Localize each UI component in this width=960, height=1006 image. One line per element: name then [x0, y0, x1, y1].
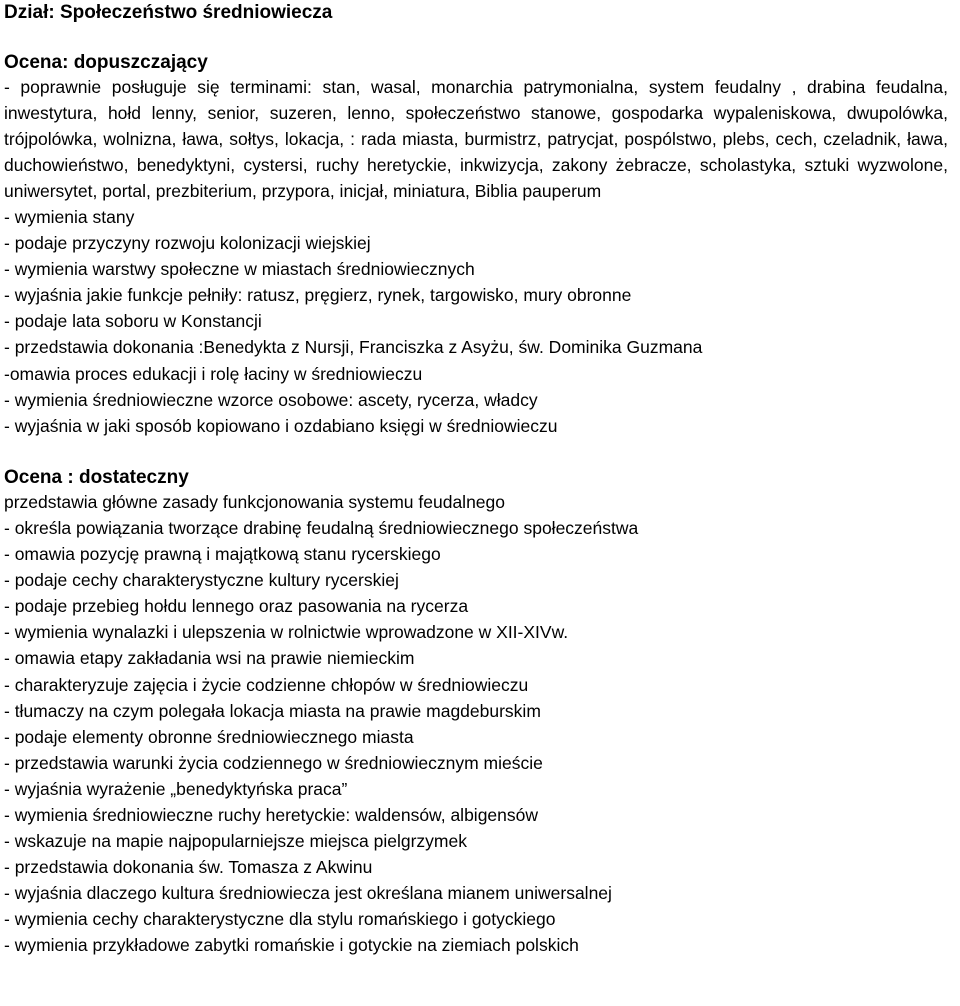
list-item: - wymienia cechy charakterystyczne dla stylu romańskiego i gotyckiego [4, 909, 556, 930]
intro-line: przedstawia główne zasady funkcjonowania systemu feudalnego [4, 491, 505, 512]
list-item: - wymienia przykładowe zabytki romańskie i gotyckie na ziemiach polskich [4, 935, 579, 956]
list-item: - wyjaśnia dlaczego kultura średniowiecza jest określana mianem uniwersalnej [4, 883, 612, 904]
requirements-list-dostateczny [4, 515, 948, 959]
list-item: - przedstawia dokonania św. Tomasza z Akwinu [4, 857, 373, 878]
list-item: - podaje cechy charakterystyczne kultury rycerskiej [4, 570, 399, 591]
list-item: - wyjaśnia w jaki sposób kopiowano i ozdabiano księgi w średniowieczu [4, 415, 558, 436]
grade-heading-dopuszczajacy: Ocena: dopuszczający [4, 52, 208, 73]
list-item: - wskazuje na mapie najpopularniejsze miejsca pielgrzymek [4, 831, 467, 852]
list-item: - wymienia wynalazki i ulepszenia w rolnictwie wprowadzone w XII-XIVw. [4, 622, 569, 643]
list-item: - charakteryzuje zajęcia i życie codzienne chłopów w średniowieczu [4, 674, 529, 695]
list-item: - podaje przebieg hołdu lennego oraz pasowania na rycerza [4, 596, 469, 617]
list-item: -omawia proces edukacji i rolę łaciny w średniowieczu [4, 363, 423, 384]
requirements-list-dopuszczajacy [4, 204, 948, 439]
list-item: - określa powiązania tworzące drabinę feudalną średniowiecznego społeczeństwa [4, 517, 639, 538]
list-item: - wyjaśnia jakie funkcje pełniły: ratusz, pręgierz, rynek, targowisko, mury obronne [4, 285, 632, 306]
section-title: Dział: Społeczeństwo średniowiecza [4, 2, 333, 23]
list-item: - podaje przyczyny rozwoju kolonizacji wiejskiej [4, 233, 371, 254]
list-item: - tłumaczy na czym polegała lokacja miasta na prawie magdeburskim [4, 700, 541, 721]
grade-heading-dostateczny: Ocena : dostateczny [4, 466, 189, 488]
list-item: - wymienia średniowieczne wzorce osobowe: ascety, rycerza, władcy [4, 389, 538, 410]
list-item: - omawia etapy zakładania wsi na prawie niemieckim [4, 648, 415, 669]
document-page [0, 2, 956, 959]
terms-paragraph: - poprawnie posługuje się terminami: stan, wasal, monarchia patrymonialna, system feudalny , drabina feudalna, inwestytura, hołd lenny, senior, suzeren, lenno, społeczeństwo stanowe, gospodarka wypaleniskowa, dwupolówka, trójpolówka, wolnizna, ława, sołtys, lokacja, : rada miasta, burmistrz, patrycjat, pospólstwo, plebs, cech, czeladnik, ława, duchowieństwo, benedyktyni, cystersi, ruchy heretyckie, inkwizycja, zakony żebracze, scholastyka, sztuki wyzwolone, uniwersytet, portal, prezbiterium, przypora, inicjał, miniatura, Biblia pauperum [4, 77, 948, 201]
list-item: - podaje lata soboru w Konstancji [4, 311, 262, 332]
list-item: - wymienia warstwy społeczne w miastach średniowiecznych [4, 259, 475, 280]
list-item: - wymienia stany [4, 207, 135, 227]
list-item: - przedstawia warunki życia codziennego w średniowiecznym mieście [4, 752, 543, 773]
list-item: - omawia pozycję prawną i majątkową stanu rycerskiego [4, 544, 441, 565]
list-item: - przedstawia dokonania :Benedykta z Nursji, Franciszka z Asyżu, św. Dominika Guzmana [4, 337, 703, 358]
list-item: - wymienia średniowieczne ruchy heretyckie: waldensów, albigensów [4, 804, 539, 825]
list-item: - podaje elementy obronne średniowiecznego miasta [4, 726, 414, 747]
list-item: - wyjaśnia wyrażenie „benedyktyńska praca” [4, 778, 348, 799]
